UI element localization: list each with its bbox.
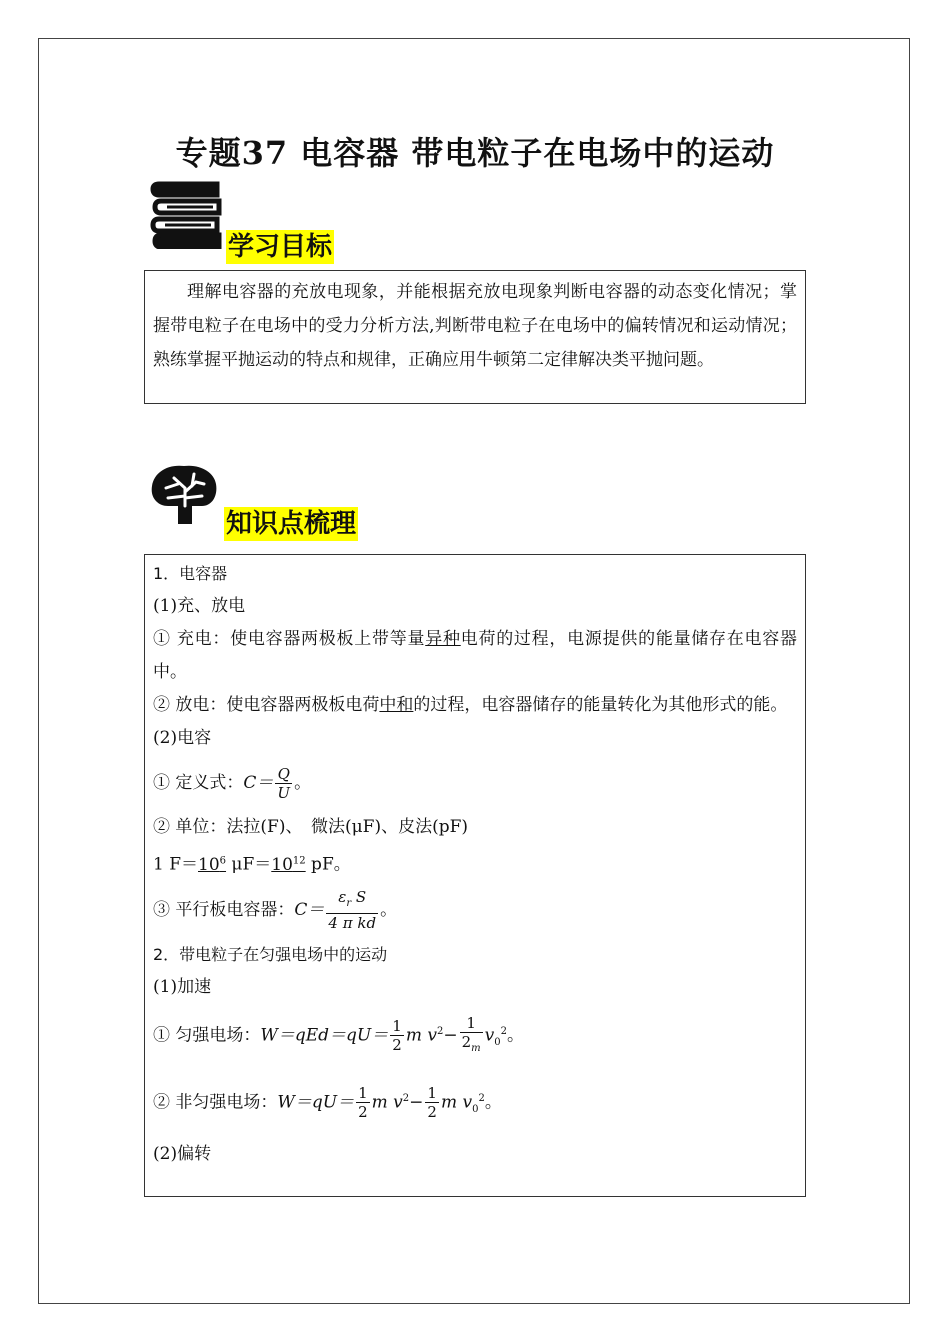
- fraction: $\frac{1}{2}$: [392, 1017, 402, 1055]
- section-2-heading: 2．带电粒子在匀强电场中的运动: [153, 944, 388, 964]
- subheading-acceleration: (1)加速: [153, 976, 212, 997]
- charge-text: ① 充电：使电容器两极板上带等量异种电荷的过程，电源提供的能量储存在电容器中。: [153, 629, 798, 682]
- unit-line: ② 单位：法拉(F)、 微法(μF)、皮法(pF): [153, 817, 469, 837]
- goals-heading: 学习目标: [228, 232, 333, 262]
- fraction: $\frac{1}{2}$: [358, 1084, 368, 1122]
- knowledge-heading: 知识点梳理: [226, 509, 357, 539]
- unit-conversion: 1 $F=10^6$ $\mu F=10^{12}$ pF。: [153, 854, 351, 875]
- section-1-heading: 1．电容器: [153, 564, 228, 583]
- goals-text: 理解电容器的充放电现象，并能根据充放电现象判断电容器的动态变化情况；掌握带电粒子在电场中的受力分析方法,判断带电粒子在电场中的偏转情况和运动情况；熟练掌握平抛运动的特点和规律，正确应用牛顿第二定律解决类平抛问题。: [153, 282, 797, 370]
- blank-answer: 中和: [379, 695, 414, 715]
- discharge-text: ② 放电：使电容器两极板电荷中和的过程，电容器储存的能量转化为其他形式的能。: [153, 695, 788, 715]
- knowledge-box: [144, 554, 806, 1197]
- fraction: $\frac{Q}{U}$: [277, 765, 291, 802]
- brain-tree-icon: [148, 462, 220, 526]
- subheading-charge-discharge: (1)充、放电: [153, 596, 246, 616]
- fraction: $\frac{\varepsilon_r S}{\text{4 π kd}}$: [328, 888, 377, 933]
- goals-box: [144, 270, 806, 404]
- fraction: $\frac{1}{2_m}$: [461, 1013, 481, 1054]
- blank-answer: 异种: [425, 629, 461, 649]
- definition-formula: ① 定义式：C＝ $\frac{Q}{U}$ 。: [153, 765, 312, 802]
- books-icon: [147, 181, 223, 249]
- fraction: $\frac{1}{2}$: [427, 1084, 437, 1122]
- uniform-field-formula: ① 匀强电场：W＝qEd＝qU＝ $\frac{1}{2}$ m $v^2-$ $\frac{1}{2_m}$ $v_0^2$。: [153, 1004, 797, 1071]
- subheading-deflection: (2)偏转: [153, 1143, 212, 1164]
- page-title: 专题37 电容器 带电粒子在电场中的运动: [175, 134, 775, 172]
- parallel-plate-formula: ③ 平行板电容器：C＝ $\frac{\varepsilon_r S}{\text{4 π kd}}$ 。: [153, 888, 398, 933]
- subheading-capacitance: (2)电容: [153, 728, 212, 748]
- nonuniform-field-formula: ② 非匀强电场：W＝qU＝ $\frac{1}{2}$ m $v^2-$ $\frac{1}{2}$ m $v_0^2$。: [153, 1084, 502, 1122]
